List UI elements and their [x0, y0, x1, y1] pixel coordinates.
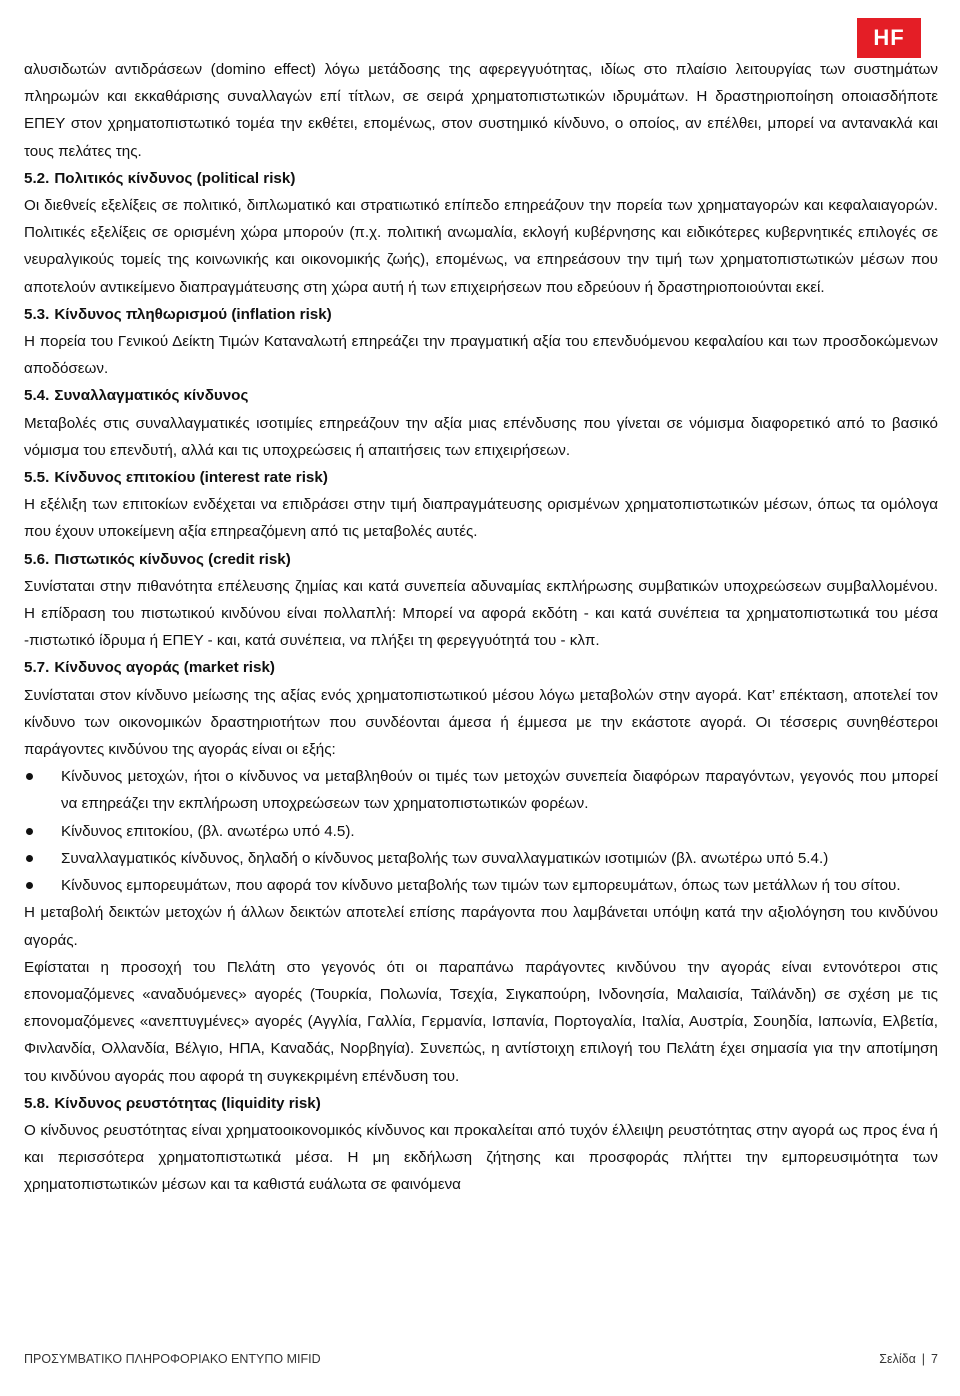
bullet-icon	[26, 882, 33, 889]
paragraph: Η μεταβολή δεικτών μετοχών ή άλλων δεικτών αποτελεί επίσης παράγοντα που λαμβάνεται υπόψη κατά την αξιολόγηση του κινδύνου αγοράς.	[24, 904, 938, 949]
list-item-text: Κίνδυνος επιτοκίου, (βλ. ανωτέρω υπό 4.5).	[61, 822, 355, 840]
bullet-icon	[26, 773, 33, 780]
section-number: 5.7.	[24, 659, 50, 677]
section-number: 5.5.	[24, 469, 50, 487]
section-heading-5-3	[24, 301, 938, 328]
paragraph: Εφίσταται η προσοχή του Πελάτη στο γεγονός ότι οι παραπάνω παράγοντες κινδύνου την αγοράς είναι εντονότεροι στις επονομαζόμενες «αναδυόμενες» αγορές (Τουρκία, Πολωνία, Τσεχία, Σιγκαπούρη, Ινδονησία, Μαλαισία, Ταϊλάνδη) σε σχέση με τις επονομαζόμενες «ανεπτυγμένες» αγορές (Αγγλία, Γαλλία, Γερμανία, Ισπανία, Πορτογαλία, Ιταλία, Αυστρία, Σουηδία, Ιαπωνία, Ελβετία, Φινλανδία, Ολλανδία, Βέλγιο, ΗΠΑ, Καναδάς, Νορβηγία). Συνεπώς, η αντίστοιχη επιλογή του Πελάτη έχει σημασία για την αποτίμηση του κινδύνου αγοράς που αφορά τη συγκεκριμένη επένδυση του.	[24, 958, 938, 1085]
page-number: 7	[931, 1352, 938, 1366]
list-item-text: Κίνδυνος μετοχών, ήτοι ο κίνδυνος να μεταβληθούν οι τιμές των μετοχών συνεπεία διαφόρων παραγόντων, γεγονός που μπορεί να επηρεάζει την εκπλήρωση υποχρεώσεων των χρηματοπιστωτικών φορέων.	[61, 768, 938, 813]
list-item	[24, 818, 938, 845]
section-title: Πολιτικός κίνδυνος (political risk)	[54, 169, 296, 187]
paragraph: Μεταβολές στις συναλλαγματικές ισοτιμίες επηρεάζουν την αξία μιας επένδυσης που γίνεται σε νόμισμα διαφορετικό από το βασικό νόμισμα του επενδυτή, αλλά και τις υποχρεώσεις ή απαιτήσεις των επιχειρήσεων.	[24, 414, 938, 459]
footer-document-title: ΠΡΟΣΥΜΒΑΤΙΚΟ ΠΛΗΡΟΦΟΡΙΑΚΟ ΕΝΤΥΠΟ MIFID	[24, 1352, 321, 1366]
section-title: Συναλλαγματικός κίνδυνος	[54, 387, 249, 405]
section-heading-5-2	[24, 165, 938, 192]
section-number: 5.2.	[24, 169, 50, 187]
company-logo	[857, 18, 921, 58]
list-item	[24, 845, 938, 872]
section-title: Κίνδυνος αγοράς (market risk)	[54, 659, 275, 677]
paragraph: αλυσιδωτών αντιδράσεων (domino effect) λόγω μετάδοσης της αφερεγγυότητας, ιδίως στο πλαίσιο λειτουργίας των συστημάτων πληρωμών και εκκαθάρισης συναλλαγών επί τίτλων, σε σειρά χρηματοπιστωτικών ιδρυμάτων. Η δραστηριοποίηση οποιασδήποτε ΕΠΕΥ στον χρηματοπιστωτικό τομέα την εκθέτει, επομένως, στον συστημικό κίνδυνο, ο οποίος, αν επέλθει, μπορεί να αντανακλά και τους πελάτες της.	[24, 61, 938, 160]
section-heading-5-8	[24, 1090, 938, 1117]
list-item-text: Κίνδυνος εμπορευμάτων, που αφορά τον κίνδυνο μεταβολής των τιμών των εμπορευμάτων, όπως των μετάλλων ή του σίτου.	[61, 877, 901, 895]
paragraph: Οι διεθνείς εξελίξεις σε πολιτικό, διπλωματικό και στρατιωτικό επίπεδο επηρεάζουν την πορεία των χρηματαγορών και κεφαλαιαγορών. Πολιτικές εξελίξεις σε ορισμένη χώρα μπορούν (π.χ. πολιτική ανωμαλία, εκλογή κυβέρνησης και ειδικότερες κυβερνητικές επιλογές σε νευραλγικούς τομείς της κοινωνικής και οικονομικής ζωής), επομένως, να επηρεάσουν την τιμή των χρηματοπιστωτικών μέσων που αποτελούν αντικείμενο διαπραγμάτευσης στη χώρα αυτή ή των επιχειρήσεων που εδρεύουν ή δραστηριοποιούνται εκεί.	[24, 197, 938, 296]
paragraph: Η εξέλιξη των επιτοκίων ενδέχεται να επιδράσει στην τιμή διαπραγμάτευσης ορισμένων χρηματοπιστωτικών μέσων, όπως τα ομόλογα που έχουν υποκείμενη αξία επηρεαζόμενη από τις μεταβολές αυτές.	[24, 496, 938, 541]
bullet-icon	[26, 855, 33, 862]
document-body	[24, 56, 938, 1199]
bullet-icon	[26, 828, 33, 835]
section-title: Πιστωτικός κίνδυνος (credit risk)	[54, 550, 291, 568]
section-title: Κίνδυνος ρευστότητας (liquidity risk)	[54, 1094, 321, 1112]
page-footer	[24, 1352, 938, 1366]
section-heading-5-6	[24, 546, 938, 573]
paragraph: Συνίσταται στην πιθανότητα επέλευσης ζημίας και κατά συνεπεία αδυναμίας εκπλήρωσης συμβατικών υποχρεώσεων συμβαλλομένου. Η επίδραση του πιστωτικού κινδύνου είναι πολλαπλή: Μπορεί να αφορά εκδότη - και κατά συνέπεια τα χρηματοπιστωτικά του μέσα -πιστωτικό ίδρυμα ή ΕΠΕΥ - και, κατά συνέπεια, να πλήξει τη φερεγγυότητά του - κλπ.	[24, 577, 938, 650]
section-title: Κίνδυνος πληθωρισμού (inflation risk)	[54, 305, 332, 323]
section-number: 5.4.	[24, 387, 50, 405]
paragraph: Ο κίνδυνος ρευστότητας είναι χρηματοοικονομικός κίνδυνος και προκαλείται από τυχόν έλλειψη ρευστότητας στην αγορά ως προς ένα ή και περισσότερα χρηματοπιστωτικά μέσα. Η μη εκδήλωση ζήτησης και προσφοράς πλήττει την εμπορευσιμότητα των χρηματοπιστωτικών μέσων και τα καθιστά ευάλωτα σε φαινόμενα	[24, 1121, 938, 1194]
section-number: 5.3.	[24, 305, 50, 323]
list-item-text: Συναλλαγματικός κίνδυνος, δηλαδή ο κίνδυνος μεταβολής των συναλλαγματικών ισοτιμιών (βλ. ανωτέρω υπό 5.4.)	[61, 849, 829, 867]
page-separator: |	[921, 1352, 926, 1366]
section-number: 5.8.	[24, 1094, 50, 1112]
page-label: Σελίδα	[879, 1352, 916, 1366]
paragraph: Η πορεία του Γενικού Δείκτη Τιμών Καταναλωτή επηρεάζει την πραγματική αξία του επενδυόμενου κεφαλαίου και των προσδοκώμενων αποδόσεων.	[24, 333, 938, 378]
section-title: Κίνδυνος επιτοκίου (interest rate risk)	[54, 469, 328, 487]
market-risk-factors-list	[24, 763, 938, 899]
section-heading-5-4	[24, 382, 938, 409]
paragraph: Συνίσταται στον κίνδυνο μείωσης της αξίας ενός χρηματοπιστωτικού μέσου λόγω μεταβολών στην αγορά. Κατ’ επέκταση, αποτελεί τον κίνδυνο των οικονομικών δραστηριοτήτων που συνδέονται άμεσα ή έμμεσα με την εκάστοτε αγορά. Οι τέσσερις συνηθέστεροι παράγοντες κινδύνου της αγοράς είναι οι εξής:	[24, 686, 938, 759]
section-heading-5-5	[24, 464, 938, 491]
list-item	[24, 763, 938, 817]
logo-text: HF	[873, 25, 905, 50]
footer-page-indicator	[879, 1352, 938, 1366]
section-heading-5-7	[24, 654, 938, 681]
list-item	[24, 872, 938, 899]
section-number: 5.6.	[24, 550, 50, 568]
